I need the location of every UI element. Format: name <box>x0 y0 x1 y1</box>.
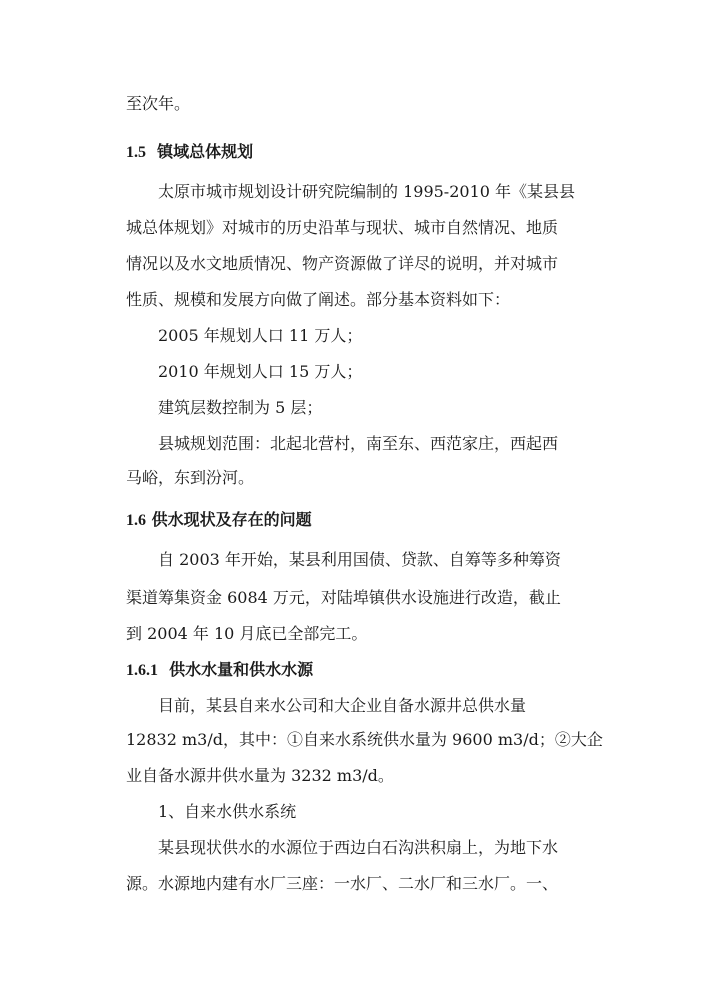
list-item: 建筑层数控制为 5 层； <box>158 398 323 417</box>
paragraph-line: 情况以及水文地质情况、物产资源做了详尽的说明，并对城市 <box>126 254 559 273</box>
section-heading-1-6-1 <box>126 660 313 681</box>
sub-item-heading: 1、自来水供水系统 <box>158 802 297 821</box>
section-heading-1-6 <box>126 510 312 531</box>
section-number: 1.6.1 <box>126 662 158 679</box>
section-heading-1-5 <box>126 142 253 163</box>
paragraph-line: 某县现状供水的水源位于西边白石沟洪积扇上，为地下水 <box>158 838 559 857</box>
paragraph-line: 12832 m3/d，其中：①自来水系统供水量为 9600 m3/d；②大企 <box>126 730 603 749</box>
paragraph-line: 性质、规模和发展方向做了阐述。部分基本资料如下： <box>126 290 511 309</box>
paragraph-line: 自 2003 年开始，某县利用国债、贷款、自筹等多种筹资 <box>158 550 561 569</box>
section-title: 镇域总体规划 <box>157 142 254 161</box>
continuation-text: 至次年。 <box>126 94 191 113</box>
section-title: 供水现状及存在的问题 <box>151 510 312 529</box>
paragraph-line: 太原市城市规划设计研究院编制的 1995-2010 年《某县县 <box>158 182 576 201</box>
paragraph-line: 城总体规划》对城市的历史沿革与现状、城市自然情况、地质 <box>126 218 559 237</box>
list-item: 2005 年规划人口 11 万人； <box>158 326 363 345</box>
paragraph-line: 马峪，东到汾河。 <box>126 468 255 487</box>
paragraph-line: 县城规划范围：北起北营村，南至东、西范家庄，西起西 <box>158 434 559 453</box>
paragraph-line: 到 2004 年 10 月底已全部完工。 <box>126 624 368 643</box>
section-number: 1.6 <box>126 512 146 529</box>
paragraph-line: 目前，某县自来水公司和大企业自备水源井总供水量 <box>158 696 527 715</box>
section-number: 1.5 <box>126 144 146 161</box>
section-title: 供水水量和供水水源 <box>169 660 314 679</box>
paragraph-line: 业自备水源井供水量为 3232 m3/d。 <box>126 766 394 785</box>
list-item: 2010 年规划人口 15 万人； <box>158 362 363 381</box>
paragraph-line: 源。水源地内建有水厂三座：一水厂、二水厂和三水厂。一、 <box>126 874 559 893</box>
paragraph-line: 渠道筹集资金 6084 万元，对陆埠镇供水设施进行改造，截止 <box>126 588 561 607</box>
